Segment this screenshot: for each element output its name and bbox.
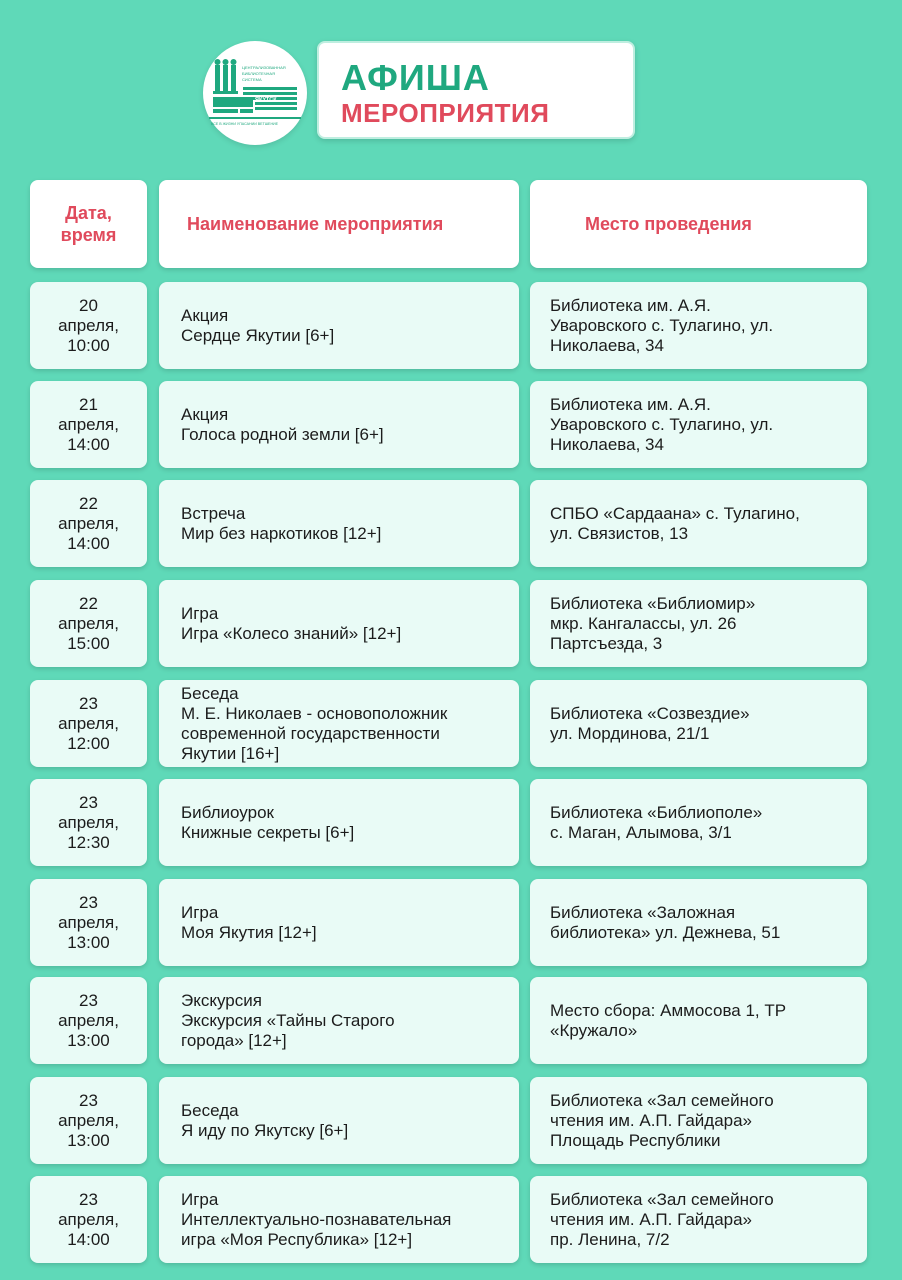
event-place: Библиотека «Заложная библиотека» ул. Дежнева, 51 (550, 902, 781, 942)
table-row-event (159, 680, 519, 767)
table-row-event (159, 282, 519, 369)
table-row-place (530, 879, 867, 966)
table-row-place (530, 1077, 867, 1164)
table-row-place (530, 779, 867, 866)
event-place: Библиотека «Зал семейного чтения им. А.П. Гайдара» Площадь Республики (550, 1090, 774, 1150)
event-place: Библиотека им. А.Я. Уваровского с. Тулагино, ул. Николаева, 34 (550, 394, 774, 454)
logo-text-line-3: СИСТЕМА (242, 77, 262, 82)
table-row-date (30, 1077, 147, 1164)
library-logo (203, 41, 307, 145)
event-name: Библиоурок Книжные секреты [6+] (181, 802, 355, 842)
table-row-date (30, 1176, 147, 1263)
logo-text-line-1: ЦЕНТРАЛИЗОВАННАЯ (242, 65, 286, 70)
table-row-event (159, 879, 519, 966)
event-date: 23 апреля, 12:30 (58, 792, 119, 852)
header-event-name-label: Наименование мероприятия (187, 214, 444, 234)
event-place: СПБО «Сардаана» с. Тулагино, ул. Связистов, 13 (550, 503, 800, 543)
event-place: Библиотека «Библиомир» мкр. Кангалассы, ул. 26 Партсъезда, 3 (550, 593, 756, 653)
table-row-place (530, 282, 867, 369)
event-place: Библиотека «Зал семейного чтения им. А.П. Гайдара» пр. Ленина, 7/2 (550, 1189, 774, 1249)
page-subtitle: МЕРОПРИЯТИЯ (341, 98, 550, 128)
table-row-place (530, 480, 867, 567)
table-row-date (30, 381, 147, 468)
header-event-name (159, 180, 519, 268)
table-row-event (159, 1077, 519, 1164)
event-name: Встреча Мир без наркотиков [12+] (181, 503, 382, 543)
event-name: Беседа Я иду по Якутску [6+] (181, 1100, 349, 1140)
event-date: 23 апреля, 13:00 (58, 892, 119, 952)
table-row-date (30, 480, 147, 567)
event-name: Акция Сердце Якутии [6+] (181, 305, 335, 345)
event-date: 23 апреля, 13:00 (58, 990, 119, 1050)
table-row-date (30, 977, 147, 1064)
event-date: 23 апреля, 12:00 (58, 693, 119, 753)
table-row-event (159, 381, 519, 468)
header-date (30, 180, 147, 268)
table-row-date (30, 680, 147, 767)
logo-city-text: ЯКУТСК (255, 97, 277, 103)
event-place: Библиотека «Библиополе» с. Маган, Алымова, 3/1 (550, 802, 763, 842)
title-card (317, 41, 635, 139)
event-date: 22 апреля, 14:00 (58, 493, 119, 553)
table-row-event (159, 480, 519, 567)
event-place: Библиотека «Созвездие» ул. Мординова, 21/1 (550, 703, 750, 743)
table-row-place (530, 1176, 867, 1263)
library-logo-icon (203, 41, 307, 145)
table-row-date (30, 580, 147, 667)
header-place-label: Место проведения (585, 214, 752, 234)
table-row-date (30, 779, 147, 866)
event-name: Игра Игра «Колесо знаний» [12+] (181, 603, 402, 643)
event-date: 23 апреля, 13:00 (58, 1090, 119, 1150)
event-name: Игра Моя Якутия [12+] (181, 902, 317, 942)
page-title: АФИША (341, 57, 490, 98)
event-date: 23 апреля, 14:00 (58, 1189, 119, 1249)
event-name: Экскурсия Экскурсия «Тайны Старого города» [12+] (181, 990, 395, 1050)
event-date: 22 апреля, 15:00 (58, 593, 119, 653)
event-date: 20 апреля, 10:00 (58, 295, 119, 355)
logo-text-line-2: БИБЛИОТЕЧНАЯ (242, 71, 275, 76)
table-row-date (30, 879, 147, 966)
header-date-label: Дата, время (60, 203, 117, 245)
table-row-date (30, 282, 147, 369)
table-row-place (530, 381, 867, 468)
event-name: Игра Интеллектуально-познавательная игра «Моя Республика» [12+] (181, 1189, 452, 1249)
table-row-event (159, 779, 519, 866)
header-place (530, 180, 867, 268)
event-name: Акция Голоса родной земли [6+] (181, 404, 384, 444)
event-place: Место сбора: Аммосова 1, ТР «Кружало» (550, 1000, 787, 1040)
event-place: Библиотека им. А.Я. Уваровского с. Тулагино, ул. Николаева, 34 (550, 295, 774, 355)
table-row-event (159, 977, 519, 1064)
event-date: 21 апреля, 14:00 (58, 394, 119, 454)
event-name: Беседа М. Е. Николаев - основоположник современной государственности Якутии [16+] (181, 683, 448, 763)
logo-slogan: ВСЕ В ЖИЗНИ УПАСАНИИ ВЕТШЕНИЕ (211, 122, 279, 126)
table-row-place (530, 977, 867, 1064)
table-row-place (530, 580, 867, 667)
table-row-event (159, 1176, 519, 1263)
table-row-event (159, 580, 519, 667)
table-row-place (530, 680, 867, 767)
